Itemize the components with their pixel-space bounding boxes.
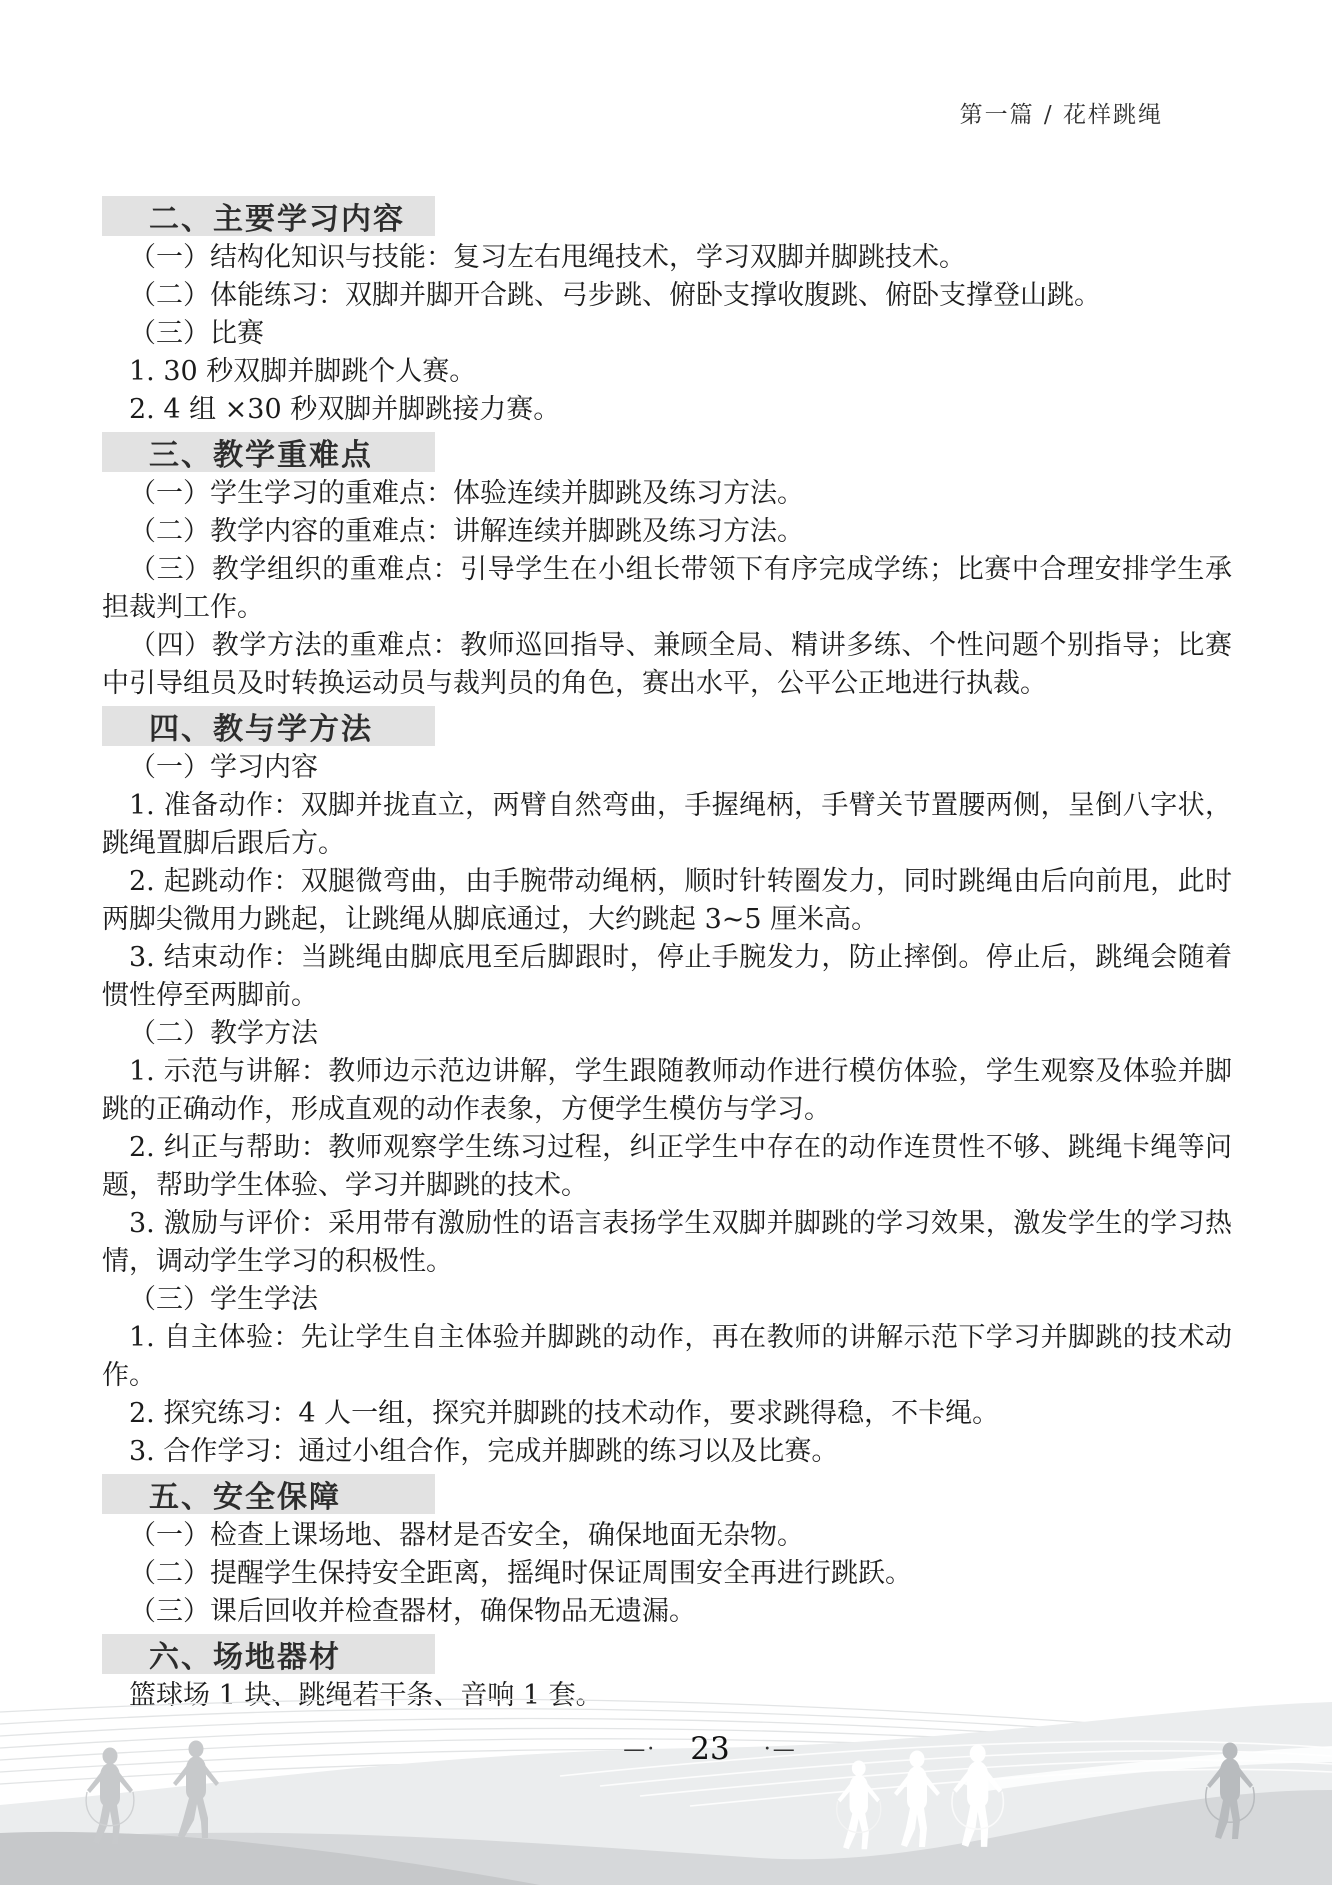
body-paragraph: （二）提醒学生保持安全距离，摇绳时保证周围安全再进行跳跃。 <box>129 1558 912 1589</box>
page-number-row <box>44 1731 1332 1767</box>
body-paragraph: 1. 准备动作：双脚并拢直立，两臂自然弯曲，手握绳柄，手臂关节置腰两侧，呈倒八字状，跳绳置脚后跟后方。 <box>102 790 1232 859</box>
body-paragraph: （二）教学内容的重难点：讲解连续并脚跳及练习方法。 <box>129 516 804 547</box>
body-paragraph: 篮球场 1 块、跳绳若干条、音响 1 套。 <box>129 1680 603 1711</box>
footer-decoration <box>0 1690 1332 1885</box>
body-paragraph: 1. 30 秒双脚并脚跳个人赛。 <box>129 356 477 387</box>
section-heading: 三、教学重难点 <box>102 432 435 472</box>
running-head: 第一篇 / 花样跳绳 <box>959 102 1163 128</box>
body-paragraph: （三）课后回收并检查器材，确保物品无遗漏。 <box>129 1596 696 1627</box>
section-heading: 六、场地器材 <box>102 1634 435 1674</box>
body-paragraph: 2. 纠正与帮助：教师观察学生练习过程，纠正学生中存在的动作连贯性不够、跳绳卡绳等问题，帮助学生体验、学习并脚跳的技术。 <box>102 1132 1232 1201</box>
body-paragraph: 3. 激励与评价：采用带有激励性的语言表扬学生双脚并脚跳的学习效果，激发学生的学习热情，调动学生学习的积极性。 <box>102 1208 1232 1277</box>
body-paragraph: （二）体能练习：双脚并脚开合跳、弓步跳、俯卧支撑收腹跳、俯卧支撑登山跳。 <box>129 280 1101 311</box>
page-number: 23 <box>690 1731 730 1767</box>
body-paragraph: 2. 4 组 ×30 秒双脚并脚跳接力赛。 <box>129 394 561 425</box>
body-paragraph: 1. 自主体验：先让学生自主体验并脚跳的动作，再在教师的讲解示范下学习并脚跳的技术动作。 <box>102 1322 1232 1391</box>
body-paragraph: （一）学生学习的重难点：体验连续并脚跳及练习方法。 <box>129 478 804 509</box>
body-paragraph: （一）检查上课场地、器材是否安全，确保地面无杂物。 <box>129 1520 804 1551</box>
body-paragraph: 3. 合作学习：通过小组合作，完成并脚跳的练习以及比赛。 <box>129 1436 839 1467</box>
section-heading: 二、主要学习内容 <box>102 196 435 236</box>
page-number-left-decor: —· <box>623 1736 657 1762</box>
body-paragraph: （一）结构化知识与技能：复习左右甩绳技术，学习双脚并脚跳技术。 <box>129 242 966 273</box>
page-content <box>102 193 1232 1715</box>
body-paragraph: 2. 起跳动作：双腿微弯曲，由手腕带动绳柄，顺时针转圈发力，同时跳绳由后向前甩，此时两脚尖微用力跳起，让跳绳从脚底通过，大约跳起 3~5 厘米高。 <box>102 866 1232 935</box>
body-paragraph: （三）教学组织的重难点：引导学生在小组长带领下有序完成学练；比赛中合理安排学生承担裁判工作。 <box>102 554 1232 623</box>
body-paragraph: 1. 示范与讲解：教师边示范边讲解，学生跟随教师动作进行模仿体验，学生观察及体验并脚跳的正确动作，形成直观的动作表象，方便学生模仿与学习。 <box>102 1056 1232 1125</box>
body-paragraph: （三）学生学法 <box>129 1284 318 1315</box>
body-paragraph: 3. 结束动作：当跳绳由脚底甩至后脚跟时，停止手腕发力，防止摔倒。停止后，跳绳会随着惯性停至两脚前。 <box>102 942 1232 1011</box>
body-paragraph: （三）比赛 <box>129 318 264 349</box>
body-paragraph: （一）学习内容 <box>129 752 318 783</box>
body-paragraph: （四）教学方法的重难点：教师巡回指导、兼顾全局、精讲多练、个性问题个别指导；比赛中引导组员及时转换运动员与裁判员的角色，赛出水平，公平公正地进行执裁。 <box>102 630 1232 699</box>
section-heading: 五、安全保障 <box>102 1474 435 1514</box>
body-paragraph: 2. 探究练习：4 人一组，探究并脚跳的技术动作，要求跳得稳，不卡绳。 <box>129 1398 1000 1429</box>
page-number-right-decor: ·— <box>763 1736 797 1762</box>
body-paragraph: （二）教学方法 <box>129 1018 318 1049</box>
section-heading: 四、教与学方法 <box>102 706 435 746</box>
